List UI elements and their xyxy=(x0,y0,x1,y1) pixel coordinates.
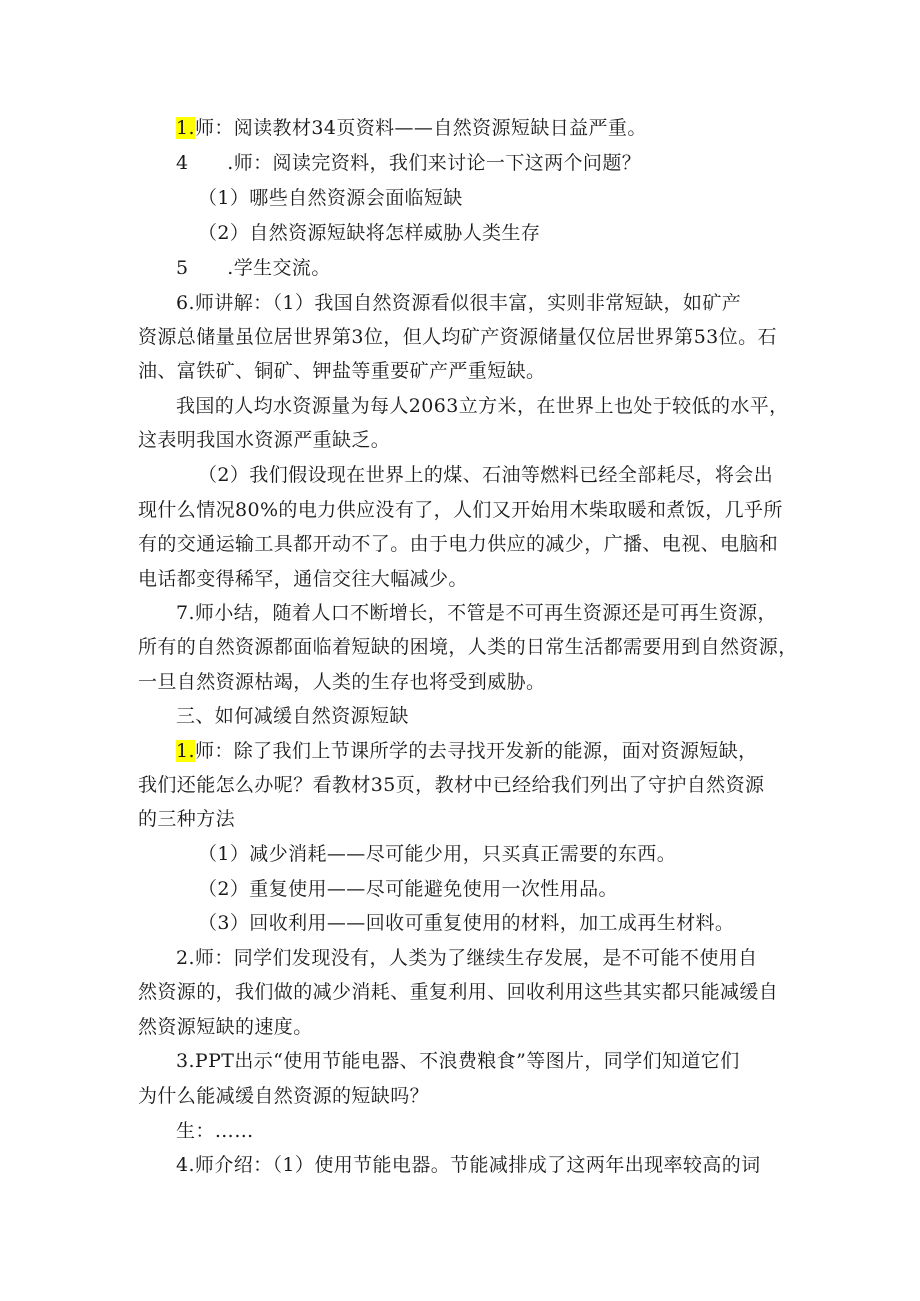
text-line: 为什么能减缓自然资源的短缺吗？ xyxy=(138,1085,430,1107)
text-line: 我们还能怎么办呢？看教材35页，教材中已经给我们列出了守护自然资源 xyxy=(138,774,765,796)
highlighted-number: 1. xyxy=(176,740,195,762)
text-line: （3）回收利用——回收可重复使用的材料，加工成再生材料。 xyxy=(198,912,735,934)
text-line: （2）自然资源短缺将怎样威胁人类生存 xyxy=(198,222,541,244)
line-text: 师：除了我们上节课所学的去寻找开发新的能源，面对资源短缺， xyxy=(194,740,758,762)
text-line: 电话都变得稀罕，通信交往大幅减少。 xyxy=(138,568,468,590)
text-line: （1）减少消耗——尽可能少用，只买真正需要的东西。 xyxy=(198,843,677,865)
text-line: 一旦自然资源枯竭，人类的生存也将受到威胁。 xyxy=(138,671,546,693)
text-line: 这表明我国水资源严重缺乏。 xyxy=(138,429,391,451)
text-line: 6.师讲解：（1）我国自然资源看似很丰富，实则非常短缺，如矿产 xyxy=(176,292,742,314)
text-line: （2）我们假设现在世界上的煤、石油等燃料已经全部耗尽，将会出 xyxy=(198,464,774,486)
text-line: 7.师小结，随着人口不断增长，不管是不可再生资源还是可再生资源， xyxy=(176,602,777,624)
text-line: 生：…… xyxy=(176,1120,254,1142)
text-line: 2.师：同学们发现没有，人类为了继续生存发展，是不可能不使用自 xyxy=(176,947,758,969)
highlighted-number: 1. xyxy=(176,117,195,139)
text-line: 有的交通运输工具都开动不了。由于电力供应的减少，广播、电视、电脑和 xyxy=(138,533,779,555)
text-line: 4.师介绍：（1）使用节能电器。节能减排成了这两年出现率较高的词 xyxy=(176,1154,761,1176)
text-line: 然资源短缺的速度。 xyxy=(138,1016,313,1038)
text-line: 所有的自然资源都面临着短缺的困境，人类的日常生活都需要用到自然资源， xyxy=(138,636,798,658)
line-text: 师：阅读教材34页资料——自然资源短缺日益严重。 xyxy=(194,117,647,139)
text-line: 4 .师：阅读完资料，我们来讨论一下这两个问题？ xyxy=(176,152,642,174)
text-line: 我国的人均水资源量为每人2063立方米，在世界上也处于较低的水平， xyxy=(176,395,789,417)
text-line: （1）哪些自然资源会面临短缺 xyxy=(198,187,463,209)
text-line xyxy=(176,115,647,141)
text-line: 的三种方法 xyxy=(138,808,236,830)
text-line: 然资源的，我们做的减少消耗、重复利用、回收利用这些其实都只能减缓自 xyxy=(138,981,779,1003)
text-line: 资源总储量虽位居世界第3位，但人均矿产资源储量仅位居世界第53位。石 xyxy=(138,326,777,348)
text-line: 5 .学生交流。 xyxy=(176,257,331,279)
section-heading: 三、如何减缓自然资源短缺 xyxy=(176,705,409,727)
text-line: 油、富铁矿、铜矿、钾盐等重要矿产严重短缺。 xyxy=(138,360,546,382)
text-line: （2）重复使用——尽可能避免使用一次性用品。 xyxy=(198,878,618,900)
text-line xyxy=(176,738,758,764)
text-line: 3.PPT出示“使用节能电器、不浪费粮食”等图片，同学们知道它们 xyxy=(176,1050,740,1072)
text-line: 现什么情况80%的电力供应没有了，人们又开始用木柴取暖和煮饭，几乎所 xyxy=(138,499,783,521)
